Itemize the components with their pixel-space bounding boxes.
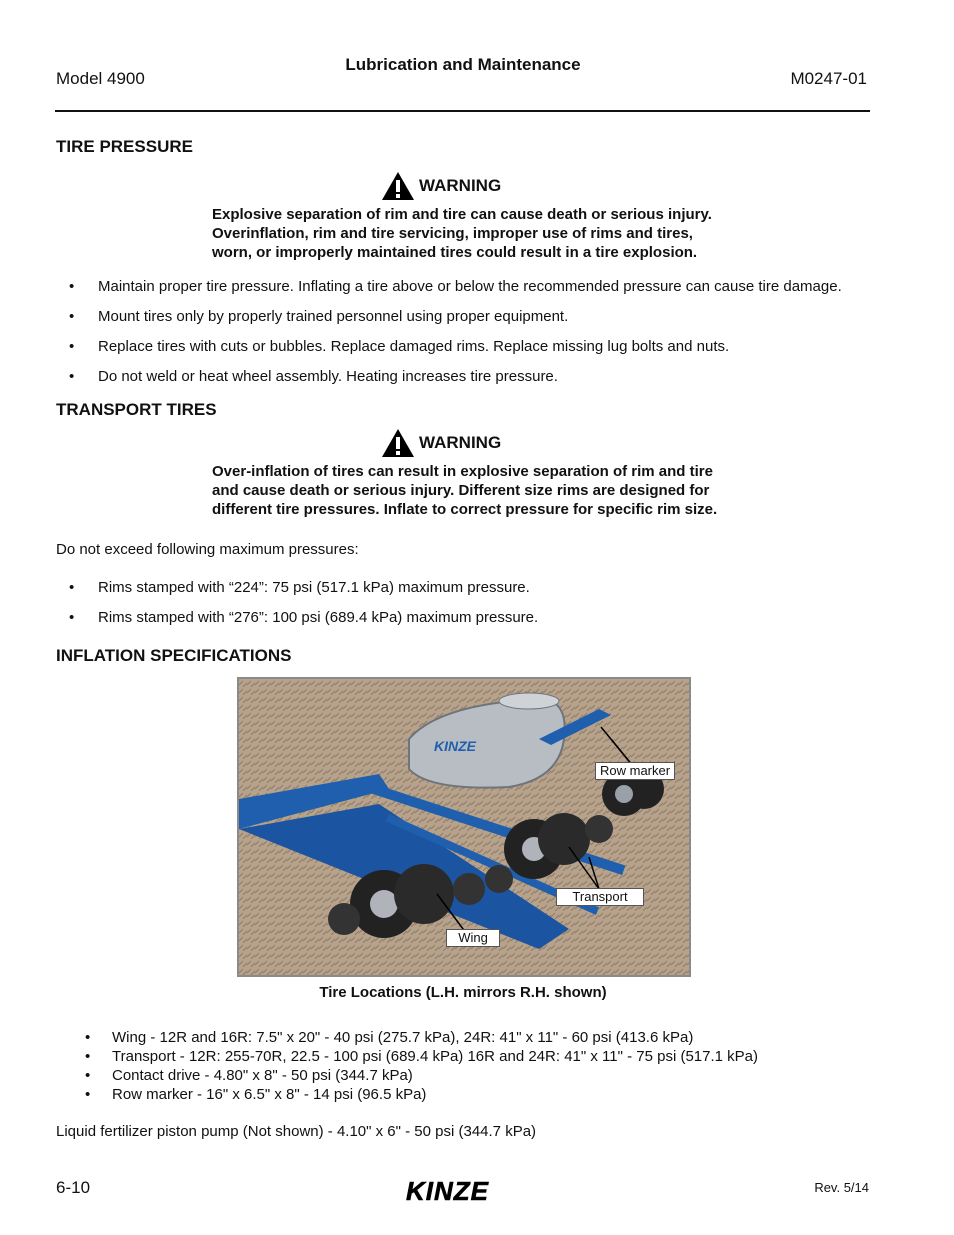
warning-text-2 <box>212 462 752 519</box>
inflation-specs-list <box>85 1028 885 1104</box>
header-rule <box>55 110 870 112</box>
planter-photo <box>237 677 691 977</box>
warning-line: different tire pressures. Inflate to correct pressure for specific rim size. <box>212 501 718 518</box>
heading-inflation-specs: INFLATION SPECIFICATIONS <box>56 646 292 665</box>
callout-row-marker: Row marker <box>595 762 675 780</box>
kinze-logo <box>404 1177 524 1210</box>
warning-line: Over-inflation of tires can result in explosive separation of rim and tire <box>212 463 713 480</box>
kinze-logo-mark <box>404 1177 524 1205</box>
revision: Rev. 5/14 <box>814 1180 869 1195</box>
warning-line: Explosive separation of rim and tire can cause death or serious injury. <box>212 206 712 223</box>
list-item: • Replace tires with cuts or bubbles. Replace damaged rims. Replace missing lug bolts and nuts. <box>56 338 886 356</box>
list-item: • Rims stamped with “276”: 100 psi (689.4 kPa) maximum pressure. <box>56 609 886 627</box>
warning-line: worn, or improperly maintained tires could result in a tire explosion. <box>212 244 698 261</box>
header-manual-number: M0247-01 <box>790 69 867 88</box>
heading-tire-pressure: TIRE PRESSURE <box>56 137 193 156</box>
warning-text-1 <box>212 205 752 262</box>
tire-pressure-bullets <box>56 278 886 398</box>
list-item: • Do not weld or heat wheel assembly. Heating increases tire pressure. <box>56 368 886 386</box>
warning-title-1 <box>381 171 501 201</box>
header-section-title: Lubrication and Maintenance <box>345 55 581 74</box>
warning-triangle-icon <box>381 171 415 201</box>
svg-text:KINZE: KINZE <box>406 1177 489 1205</box>
warning-line: and cause death or serious injury. Different size rims are designed for <box>212 482 710 499</box>
heading-transport-tires: TRANSPORT TIRES <box>56 400 217 419</box>
warning-label: WARNING <box>419 176 502 195</box>
page-number: 6-10 <box>56 1178 91 1197</box>
list-item: • Transport - 12R: 255-70R, 22.5 - 100 psi (689.4 kPa) 16R and 24R: 41" x 11" - 75 psi (517.1 kPa) <box>85 1047 885 1066</box>
warning-title-2 <box>381 428 501 458</box>
list-item: • Maintain proper tire pressure. Inflating a tire above or below the recommended pressure can cause tire damage. <box>56 278 886 296</box>
list-item: • Contact drive - 4.80" x 8" - 50 psi (344.7 kPa) <box>85 1066 885 1085</box>
svg-text:KINZE: KINZE <box>434 738 476 754</box>
list-item: • Row marker - 16" x 6.5" x 8" - 14 psi (96.5 kPa) <box>85 1085 885 1104</box>
list-item: • Rims stamped with “224”: 75 psi (517.1 kPa) maximum pressure. <box>56 579 886 597</box>
warning-triangle-icon <box>381 428 415 458</box>
figure-caption: Tire Locations (L.H. mirrors R.H. shown) <box>319 984 607 1001</box>
header-model: Model 4900 <box>56 69 145 88</box>
list-item: • Wing - 12R and 16R: 7.5" x 20" - 40 psi (275.7 kPa), 24R: 41" x 11" - 60 psi (413.6 kPa) <box>85 1028 885 1047</box>
list-item: • Mount tires only by properly trained personnel using proper equipment. <box>56 308 886 326</box>
warning-line: Overinflation, rim and tire servicing, improper use of rims and tires, <box>212 225 693 242</box>
warning-label: WARNING <box>419 433 502 452</box>
transport-bullets <box>56 579 886 639</box>
max-pressure-intro: Do not exceed following maximum pressures: <box>56 541 359 558</box>
callout-wing: Wing <box>446 929 500 947</box>
callout-transport: Transport <box>556 888 644 906</box>
pump-footnote: Liquid fertilizer piston pump (Not shown) - 4.10" x 6" - 50 psi (344.7 kPa) <box>56 1123 537 1140</box>
